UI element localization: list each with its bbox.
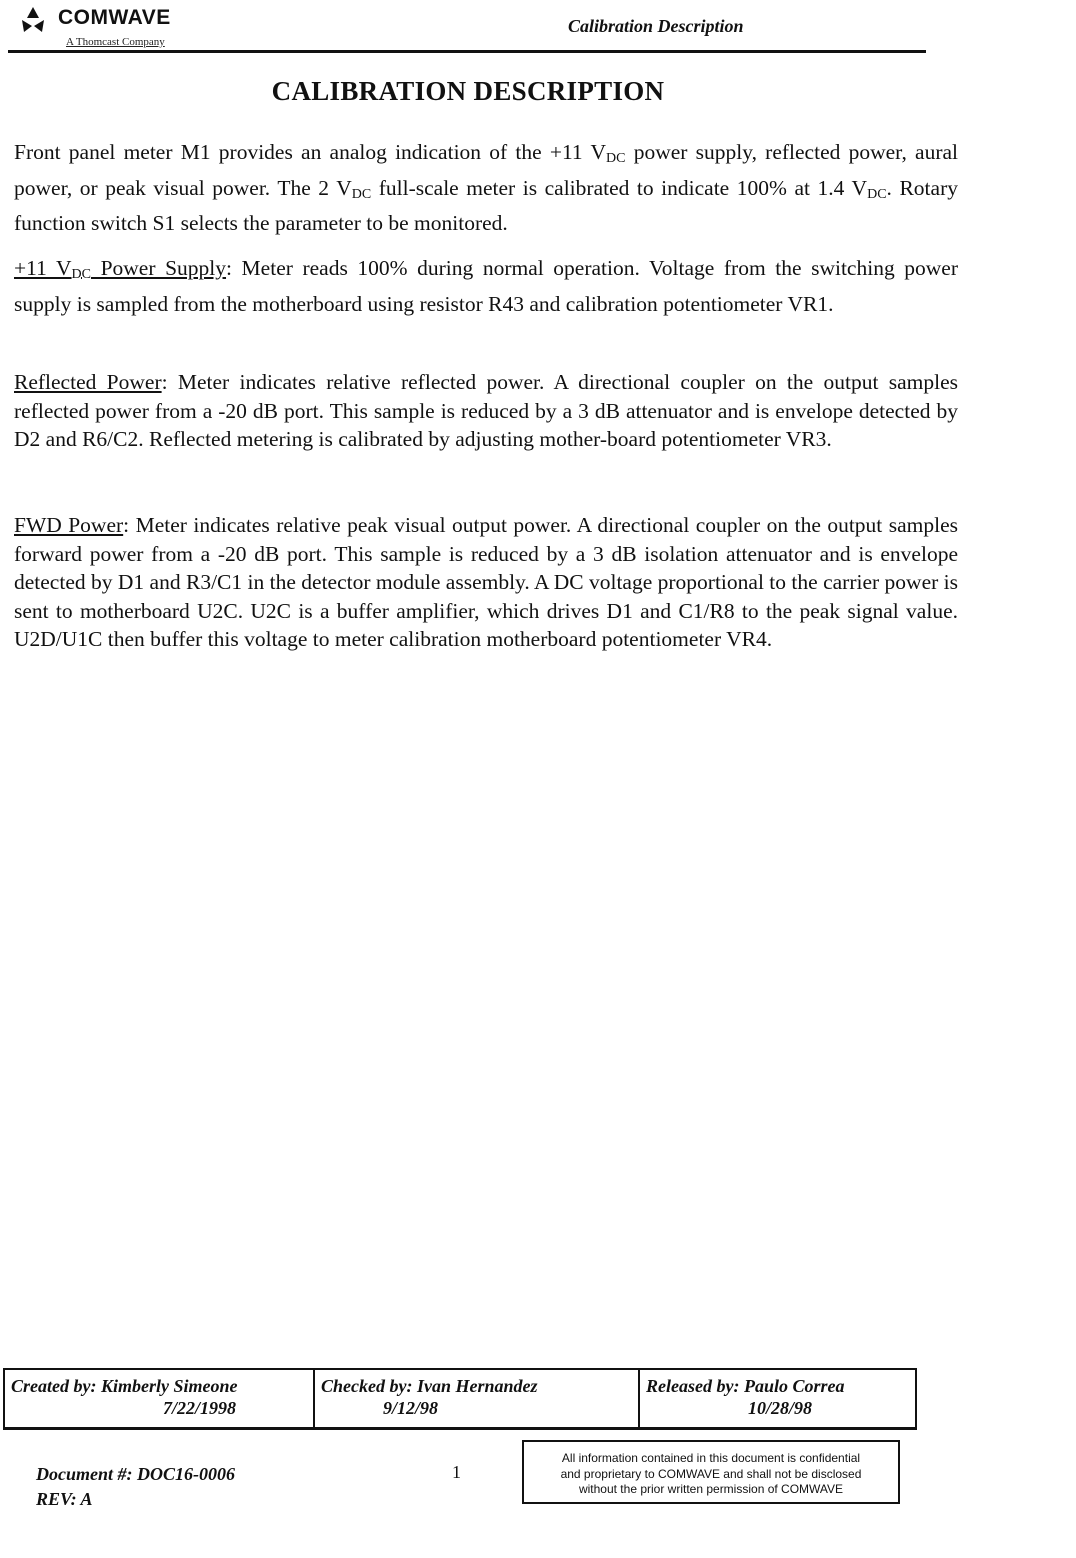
signoff-created: Created by: Kimberly Simeone 7/22/1998 [5,1370,315,1427]
signoff-table [3,1368,917,1430]
brand-name: COMWAVE [58,6,171,29]
paragraph-power-supply: +11 $V_{DC}$ Power Supply: Meter reads 100% during normal operation. Voltage from the switching power supply is sampled from the motherboard using resistor R43 and calibration potentiometer VR1. [14,256,958,316]
paragraph-fwd-power: FWD Power: Meter indicates relative peak visual output power. A directional coupler on the output samples forward power from a -20 dB port. This sample is reduced by a 3 dB isolation attenuator and is envelope detected by D1 and R3/C1 in the detector module assembly. A DC voltage proportional to the carrier power is sent to motherboard U2C. U2C is a buffer amplifier, which drives D1 and C1/R8 to the peak signal value. U2D/U1C then buffer this voltage to meter calibration motherboard potentiometer VR4. [14,513,958,651]
heading-reflected-power: Reflected Power [14,370,162,394]
brand-subtitle: A Thomcast Company [66,36,165,48]
revision: REV: A [36,1489,93,1509]
heading-fwd-power: FWD Power [14,513,124,537]
document-number: Document #: DOC16-0006 [36,1464,235,1484]
page-title: CALIBRATION DESCRIPTION [271,76,665,106]
comwave-logo-icon [17,6,49,34]
paragraph-reflected-power: Reflected Power: Meter indicates relative reflected power. A directional coupler on the output samples reflected power from a -20 dB port. This sample is reduced by a 3 dB attenuator and is envelope detected by D2 and R6/C2. Reflected metering is calibrated by adjusting mother-board potentiometer VR3. [14,370,958,451]
document-number-block [36,1462,235,1512]
header-section-title: Calibration Description [568,16,744,36]
header-divider [8,50,926,53]
signoff-released: Released by: Paulo Correa 10/28/98 [646,1376,845,1418]
page-number: 1 [452,1462,461,1482]
signoff-checked: Checked by: Ivan Hernandez 9/12/98 [315,1370,640,1427]
paragraph-intro: Front panel meter M1 provides an analog indication of the +11 $V_{DC}$ power supply, reflected power, aural power, or peak visual power. The 2 $V_{DC}$ full-scale meter is calibrated to indicate 100% at 1.4 $V_{DC}$. Rotary function switch S1 selects the parameter to be monitored. [14,140,958,235]
confidentiality-notice: All information contained in this document is confidential and proprietary to COMWAVE and shall not be disclosed without the prior written permission of COMWAVE [522,1440,900,1504]
heading-power-supply: +11 $V_{DC}$ Power Supply [14,256,227,282]
